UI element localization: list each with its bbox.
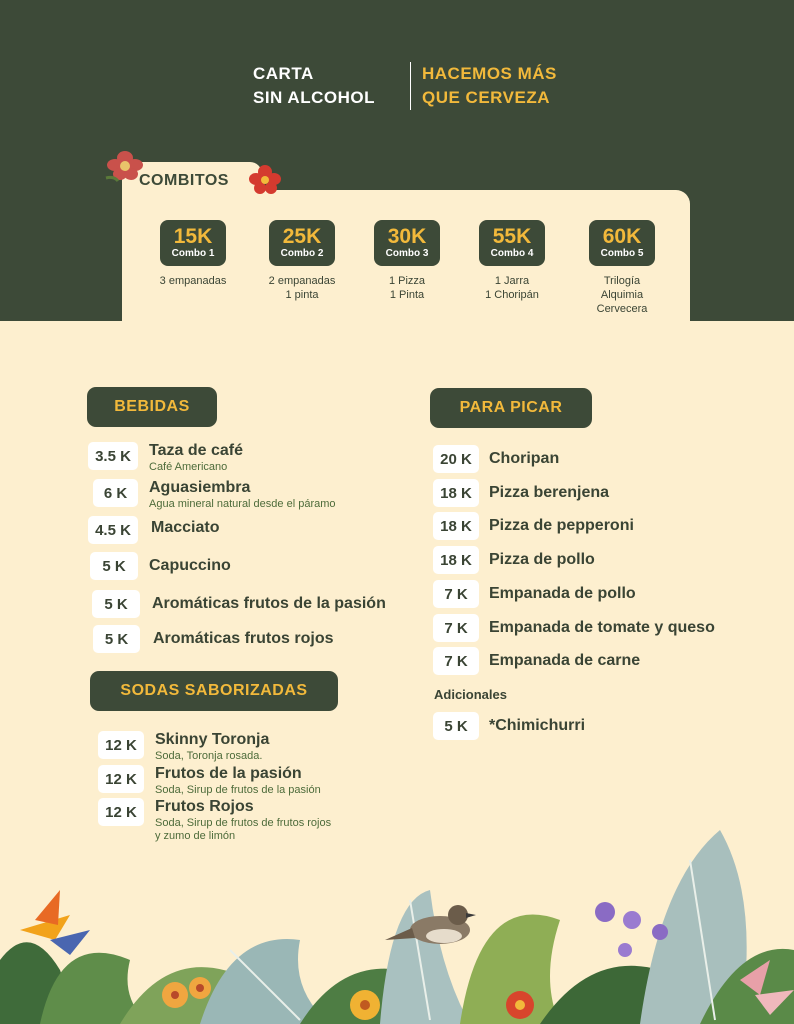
combo-2 — [242, 220, 362, 302]
menu-item — [433, 445, 763, 475]
price-box: 7 K — [433, 647, 479, 675]
menu-item — [88, 590, 428, 620]
item-name: Frutos Rojos — [155, 798, 254, 815]
section-title-bebidas: BEBIDAS — [87, 387, 217, 427]
combo-description: 3 empanadas — [159, 275, 227, 287]
price-box: 5 K — [433, 712, 479, 740]
combo-badge — [374, 220, 440, 266]
combo-name: Combo 2 — [280, 248, 324, 259]
menu-item — [433, 580, 763, 610]
combo-description: 1 Pizza 1 Pinta — [388, 275, 426, 301]
item-description: Café Americano — [149, 461, 228, 473]
item-name: Skinny Toronja — [155, 731, 270, 748]
item-name: Aromáticas frutos rojos — [153, 630, 334, 647]
menu-item — [88, 516, 418, 546]
red-flower-icon — [246, 163, 284, 197]
price-box: 7 K — [433, 614, 479, 642]
combo-price: 55K — [492, 225, 532, 248]
price-box: 7 K — [433, 580, 479, 608]
combo-description: 1 Jarra 1 Choripán — [485, 275, 539, 301]
menu-item — [88, 625, 418, 655]
price-box: 5 K — [90, 552, 138, 580]
combo-badge — [269, 220, 335, 266]
header-divider — [410, 62, 411, 110]
item-name: Pizza de pollo — [489, 551, 595, 568]
header-right-slogan: HACEMOS MÁS QUE CERVEZA — [422, 64, 557, 107]
menu-item — [88, 552, 418, 582]
adicionales-label: Adicionales — [434, 687, 507, 702]
menu-item — [433, 614, 773, 644]
item-name: Pizza de pepperoni — [489, 517, 634, 534]
combos-title: COMBITOS — [139, 172, 229, 189]
item-description: Agua mineral natural desde el páramo — [149, 498, 336, 510]
tropical-foliage-illustration — [0, 820, 794, 1024]
combo-4 — [452, 220, 572, 302]
menu-item — [98, 765, 398, 795]
item-name: Macciato — [151, 519, 220, 536]
item-name: *Chimichurri — [489, 717, 586, 734]
menu-item — [88, 479, 418, 509]
combo-name: Combo 5 — [600, 248, 644, 259]
combo-badge — [160, 220, 226, 266]
item-name: Empanada de pollo — [489, 585, 636, 602]
menu-item — [98, 731, 398, 761]
menu-item — [433, 546, 763, 576]
header-left-title: CARTA SIN ALCOHOL — [253, 64, 375, 107]
price-box: 12 K — [98, 731, 144, 759]
combo-1 — [133, 220, 253, 288]
price-box: 5 K — [93, 625, 140, 653]
combo-description: 2 empanadas 1 pinta — [268, 275, 336, 301]
price-box: 18 K — [433, 479, 479, 507]
item-name: Choripan — [489, 450, 560, 467]
combo-3 — [347, 220, 467, 302]
menu-item — [433, 647, 763, 677]
item-description: y zumo de limón — [155, 830, 236, 842]
combo-badge — [479, 220, 545, 266]
combo-price: 60K — [602, 225, 642, 248]
price-box: 18 K — [433, 546, 479, 574]
section-title-sodas: SODAS SABORIZADAS — [90, 671, 338, 711]
menu-item — [433, 512, 763, 542]
combo-description: Trilogía Alquimia Cervecera — [596, 275, 648, 315]
item-name: Aguasiembra — [149, 479, 251, 496]
section-title-para-picar: PARA PICAR — [430, 388, 592, 428]
combo-price: 15K — [173, 225, 213, 248]
price-box: 12 K — [98, 798, 144, 826]
menu-item — [433, 712, 763, 742]
combo-price: 30K — [387, 225, 427, 248]
item-name: Empanada de tomate y queso — [489, 619, 715, 636]
price-box: 4.5 K — [88, 516, 138, 544]
item-name: Aromáticas frutos de la pasión — [152, 595, 386, 612]
menu-item — [88, 442, 418, 472]
item-name: Frutos de la pasión — [155, 765, 302, 782]
price-box: 18 K — [433, 512, 479, 540]
price-box: 12 K — [98, 765, 144, 793]
combo-name: Combo 1 — [171, 248, 215, 259]
item-name: Pizza berenjena — [489, 484, 610, 501]
item-name: Empanada de carne — [489, 652, 641, 669]
item-name: Taza de café — [149, 442, 243, 459]
item-description: Soda, Sirup de frutos de la pasión — [155, 784, 321, 796]
item-description: Soda, Sirup de frutos de frutos rojos — [155, 817, 332, 829]
menu-item — [433, 479, 763, 509]
combo-name: Combo 4 — [490, 248, 534, 259]
price-box: 3.5 K — [88, 442, 138, 470]
combo-badge — [589, 220, 655, 266]
price-box: 6 K — [93, 479, 138, 507]
price-box: 5 K — [92, 590, 140, 618]
combo-5 — [562, 220, 682, 316]
item-description: Soda, Toronja rosada. — [155, 750, 263, 762]
combo-price: 25K — [282, 225, 322, 248]
item-name: Capuccino — [149, 557, 231, 574]
combo-name: Combo 3 — [385, 248, 429, 259]
price-box: 20 K — [433, 445, 479, 473]
